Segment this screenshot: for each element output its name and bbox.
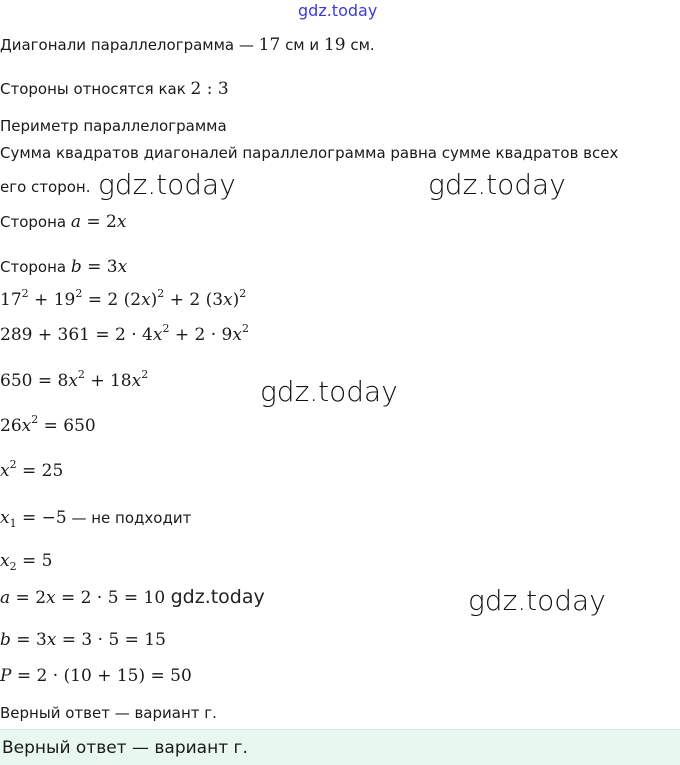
ratio-statement: Стороны относятся как 2 : 3 — [0, 79, 229, 99]
perimeter-heading: Периметр параллелограмма — [0, 117, 227, 135]
side-b-definition: Сторона b = 3x — [0, 257, 128, 277]
theorem-statement-end: его сторон. — [0, 178, 91, 196]
equation-3: $650 = 8x^2 + 18x^2$ — [0, 368, 149, 391]
side-a-value: a = 2x = 2 · 5 = 10 gdz.today — [0, 586, 265, 608]
watermark-top: gdz.today — [298, 1, 378, 20]
answer-box — [0, 729, 680, 765]
diagonals-statement: Диагонали параллелограмма — 17 см и 19 см. — [0, 35, 375, 55]
equation-5: $x^2 = 25$ — [0, 458, 64, 481]
root-x1: $x_1 = -5$ — не подходит — [0, 508, 192, 530]
answer-statement: Верный ответ — вариант г. — [0, 704, 217, 722]
side-b-value: b = 3x = 3 · 5 = 15 — [0, 630, 166, 650]
watermark-inline: gdz.today — [170, 586, 265, 608]
watermark-4: gdz.today — [468, 584, 606, 617]
watermark-1: gdz.today — [98, 168, 236, 201]
equation-4: $26x^2 = 650$ — [0, 413, 96, 436]
answer-text: Верный ответ — вариант г. — [2, 738, 248, 758]
side-a-definition: Сторона a = 2x — [0, 212, 127, 232]
equation-2: $289 + 361 = 2 \cdot 4x^2 + 2 \cdot 9x^2$ — [0, 322, 249, 345]
perimeter-value: P = 2 · (10 + 15) = 50 — [0, 666, 192, 686]
watermark-2: gdz.today — [428, 168, 566, 201]
root-x2: $x_2 = 5$ — [0, 551, 53, 573]
watermark-3: gdz.today — [260, 375, 398, 408]
theorem-statement: Сумма квадратов диагоналей параллелограмма равна сумме квадратов всех — [0, 144, 619, 162]
equation-1: $17^2 + 19^2 = 2$ $(2x)^2 + 2$ $(3x)^2$ — [0, 287, 247, 310]
